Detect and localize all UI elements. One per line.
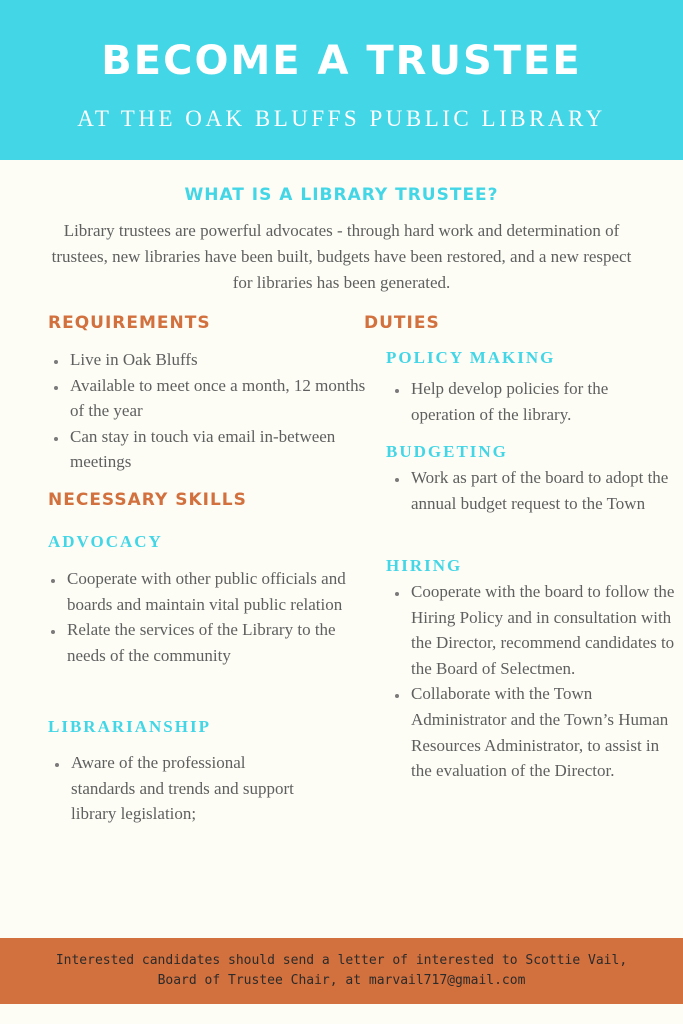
policy-list	[389, 376, 669, 427]
list-item: • Cooperate with other public officials and boards and maintain vital public relation	[65, 566, 350, 617]
header-banner	[0, 0, 683, 160]
list-item: • Cooperate with the board to follow the Hiring Policy and in consultation with the Director, recommend candidates to the Board of Selectmen.	[409, 579, 679, 681]
budgeting-heading: BUDGETING	[386, 442, 508, 461]
hiring-heading: HIRING	[386, 556, 463, 575]
list-item: • Aware of the professional standards and trends and support library legislation;	[69, 750, 299, 827]
list-item: • Relate the services of the Library to the needs of the community	[65, 617, 350, 668]
duties-heading: DUTIES	[364, 313, 440, 333]
skills-heading: NECESSARY SKILLS	[48, 490, 247, 510]
budgeting-list	[389, 465, 669, 516]
list-item: • Available to meet once a month, 12 months of the year	[68, 373, 368, 424]
list-item: • Can stay in touch via email in-between meetings	[68, 424, 368, 475]
page-title: BECOME A TRUSTEE	[101, 38, 582, 84]
requirements-list	[48, 347, 368, 475]
librarianship-list	[49, 750, 299, 827]
requirements-heading: REQUIREMENTS	[48, 313, 211, 333]
librarianship-heading: LIBRARIANSHIP	[48, 717, 211, 736]
policy-heading: POLICY MAKING	[386, 348, 556, 367]
footer-line-2: Board of Trustee Chair, at marvail717@gmail.com	[157, 973, 526, 988]
page-subtitle: AT THE OAK BLUFFS PUBLIC LIBRARY	[77, 106, 606, 131]
footer-line-1: Interested candidates should send a letter of interested to Scottie Vail,	[55, 953, 628, 968]
intro-heading: WHAT IS A LIBRARY TRUSTEE?	[184, 185, 499, 205]
hiring-list	[389, 579, 679, 784]
intro-text: Library trustees are powerful advocates - through hard work and determination of trustees, new libraries have been built, budgets have been restored, and a new respect for libraries has been generated.	[51, 221, 632, 292]
list-item: • Help develop policies for the operation of the library.	[409, 376, 669, 427]
footer-banner	[0, 938, 683, 1004]
advocacy-heading: ADVOCACY	[48, 532, 163, 551]
list-item: • Work as part of the board to adopt the annual budget request to the Town	[409, 465, 669, 516]
advocacy-list	[45, 566, 350, 668]
list-item: • Live in Oak Bluffs	[68, 347, 368, 373]
list-item: • Collaborate with the Town Administrator and the Town’s Human Resources Administrator, to assist in the evaluation of the Director.	[409, 681, 679, 783]
